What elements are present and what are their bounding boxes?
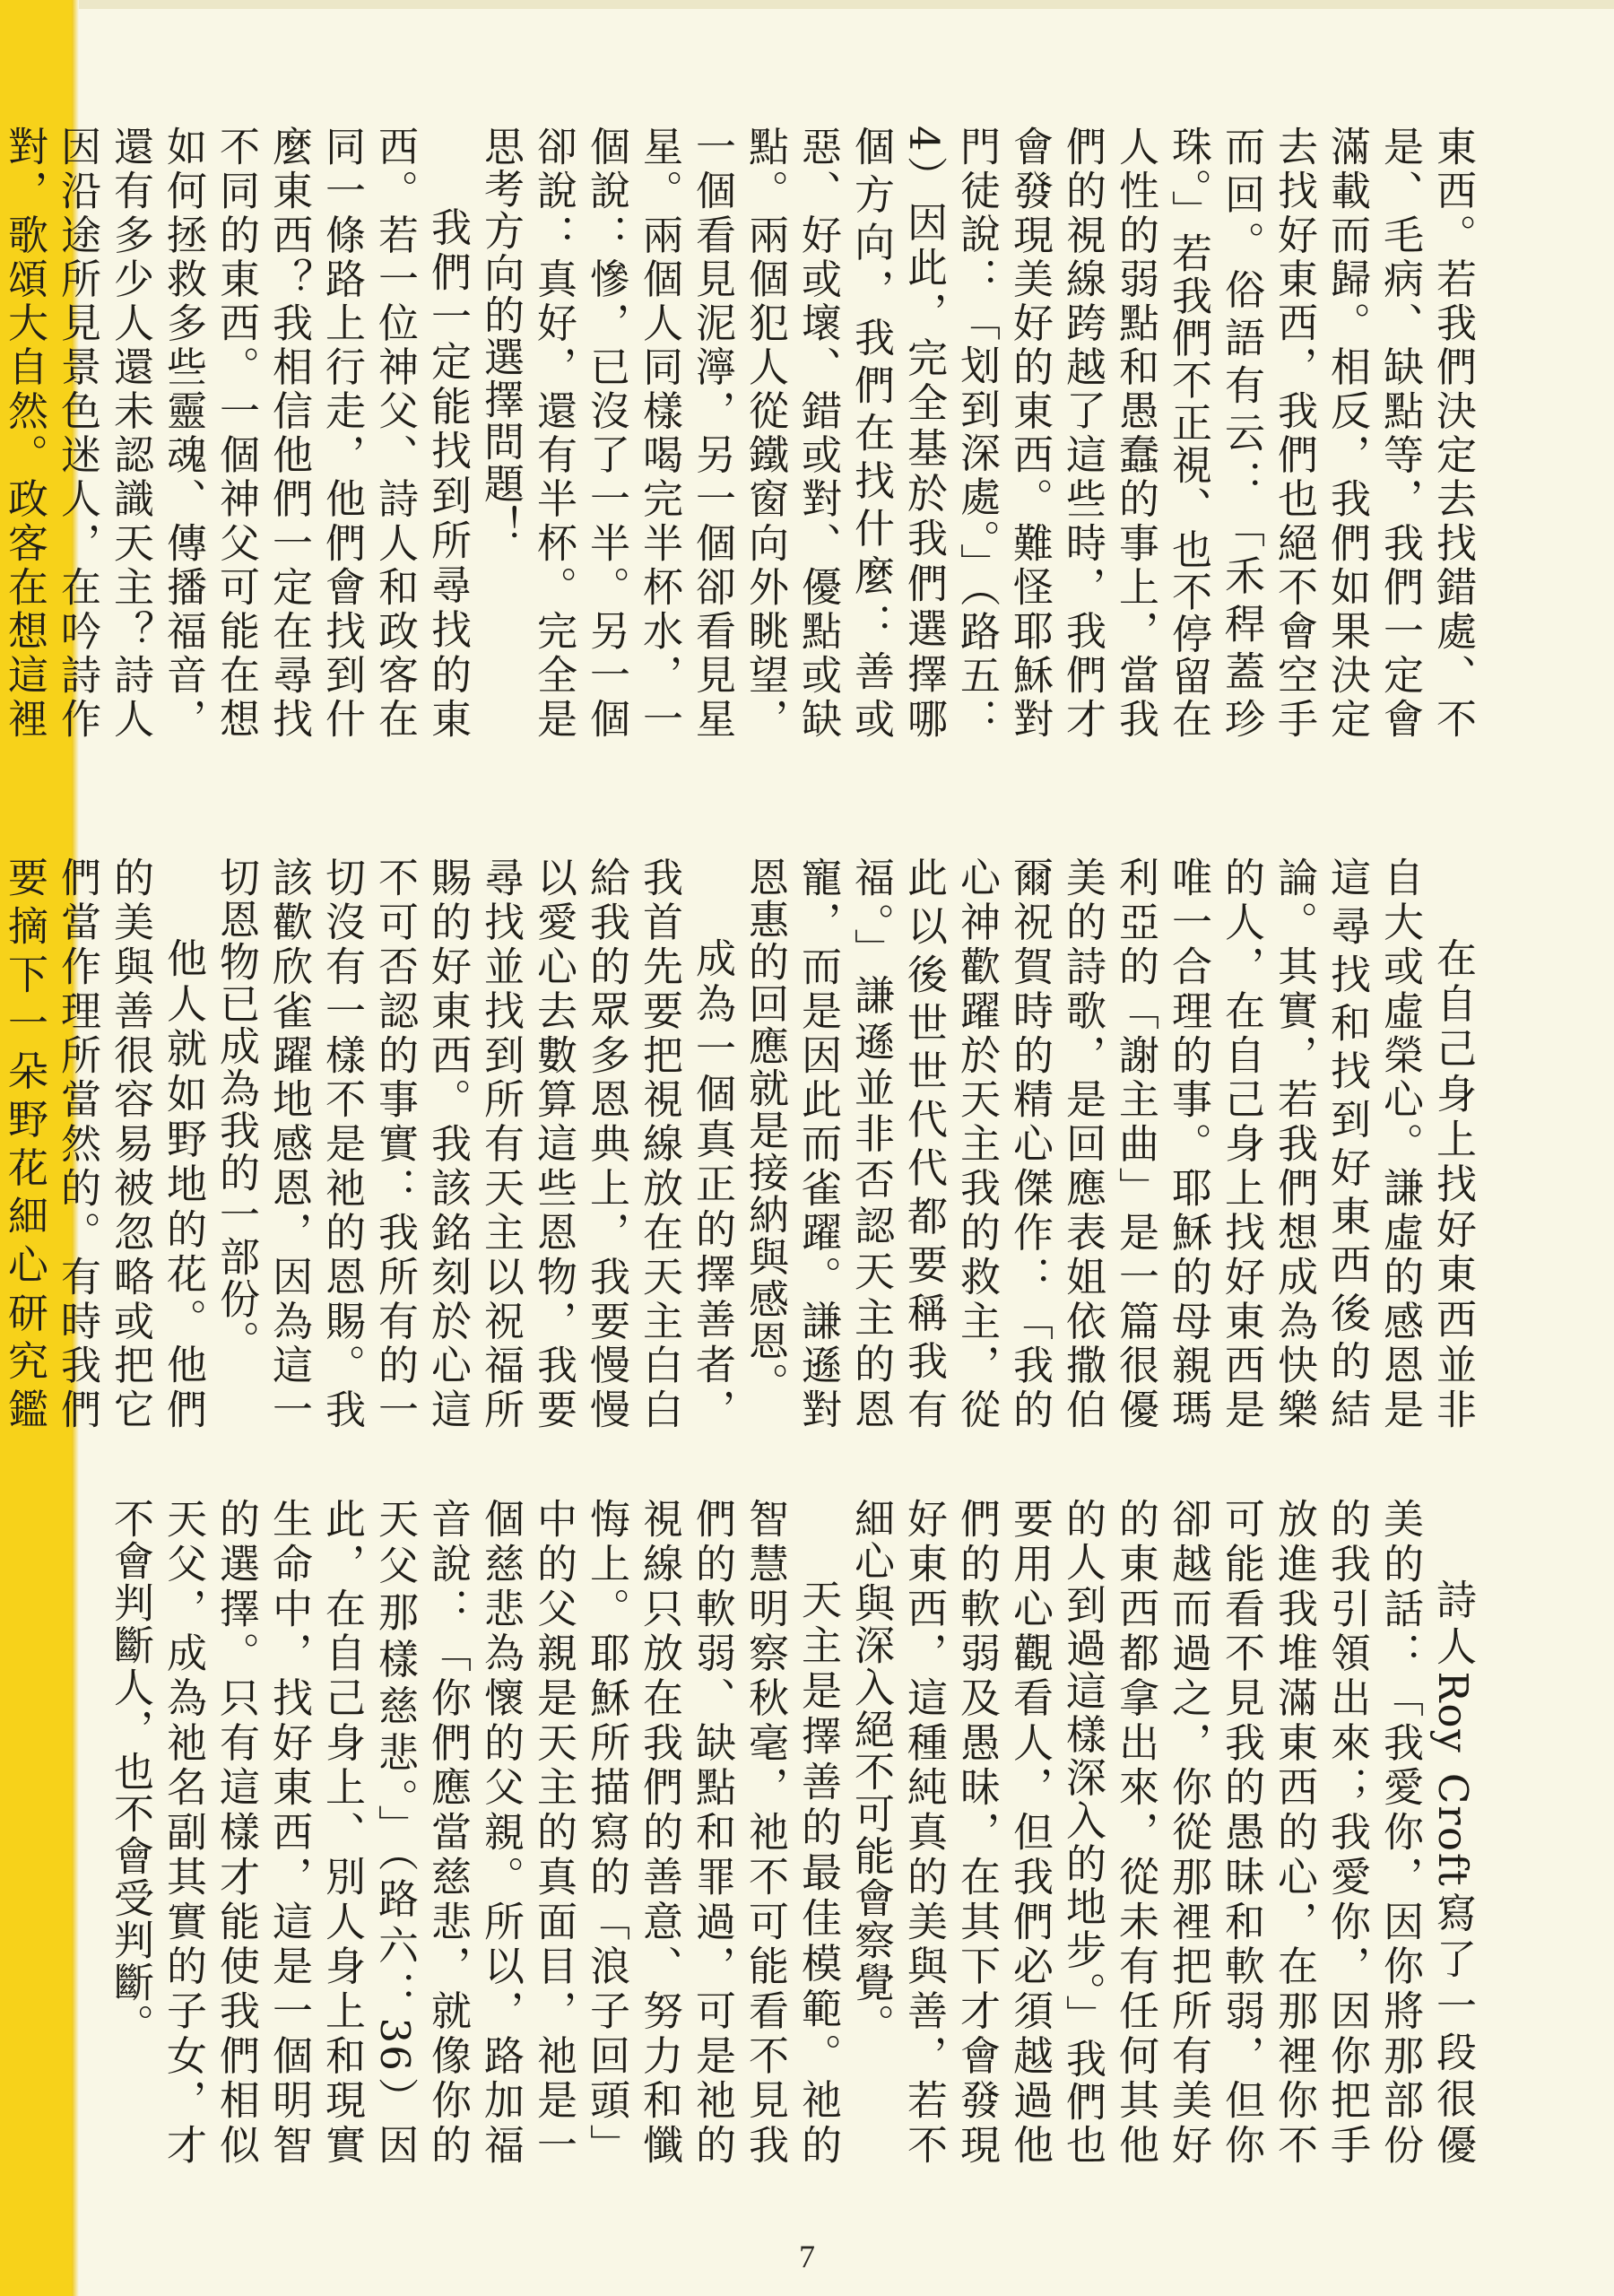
paragraph: 在自己身上找好東西並非自大或虛榮心。謙虛的感恩是這尋找和找到好東西後的結論。其實，若我們想成為快樂的人，在自己身上找好東西是唯一合理的事。耶穌的母親瑪利亞的「謝主曲」是一篇很優美的詩歌，是回應表姐依撒伯爾祝賀時的精心傑作：「我的心神歡躍於天主我的救主，從此以後世世代代都要稱我有福。」謙遜並非否認天主的恩寵，而是因此而雀躍。謙遜對恩惠的回應就是接納與感恩。: [742, 857, 1477, 1431]
paragraph: 東西。若我們決定去找錯處、不是、毛病、缺點等，我們一定會滿載而歸。相反，我們如果決定去找好東西，我們也絕不會空手而回。俗語有云：「禾稈蓋珍珠。」若我們不正視、也不停留在人性的弱點和愚蠢的事上，當我們的視線跨越了這些時，我們才會發現美好的東西。難怪耶穌對門徒說：「划到深處。」（路五：4）因此，完全基於我們選擇哪個方向，我們在找什麼：善或惡、好或壞、錯或對、優點或缺點。兩個犯人從鐵窗向外眺望，一個看見泥濘，另一個卻看見星星。兩個人同樣喝完半杯水，一個說：慘，已沒了一半。另一個卻說：真好，還有半杯。完全是思考方向的選擇問題！: [477, 126, 1477, 740]
page-number: 7: [799, 2239, 815, 2274]
text-band-middle: [1, 857, 1480, 1431]
page-top-edge: [0, 0, 1614, 9]
paragraph: 詩人Roy Croft寫了一段很優美的話：「我愛你，因你將那部份的我引領出來；我愛你，因你把手放進我堆滿東西的心，在那裡你不可能看不見我的愚昧和軟弱，但你卻越而過之，你從那裡把所有美好的東西都拿出來，從未有任何其他的人到過這樣深入的地步。」我們也要用心觀看人，但我們必須越過他們的軟弱及愚昧，在其下才會發現好東西，這種純真的美與善，若不細心與深入絕不可能會察覺。: [847, 1498, 1477, 2166]
paragraph: 他人就如野地的花。他們的美與善很容易被忽略或把它們當作理所當然的。有時我們要摘下一朵野花細心研究鑑: [1, 857, 207, 1431]
text-band-bottom: [107, 1498, 1480, 2166]
paragraph: 成為一個真正的擇善者，我首先要把視線放在天主白白給我的眾多恩典上，我要慢慢以愛心去數算這些恩物，我要尋找並找到所有天主以祝福所賜的好東西。我該銘刻於心這不可否認的事實：我所有的一切沒有一樣不是祂的恩賜。我該歡欣雀躍地感恩，因為這一切恩物已成為我的一部份。: [213, 857, 736, 1431]
paragraph: 天主是擇善的最佳模範。祂的智慧明察秋毫，祂不可能看不見我們的軟弱、缺點和罪過，可是祂的視線只放在我們的善意、努力和懺悔上。耶穌所描寫的「浪子回頭」中的父親是天主的真面目，祂是一個慈悲為懷的父親。所以，路加福音說：「你們應當慈悲，就像你的天父那樣慈悲。」（路六：36）因此，在自己身上、別人身上和現實生命中，找好東西，這是一個明智的選擇。只有這樣才能使我們相似天父，成為祂名副其實的子女，才不會判斷人，也不會受判斷。: [107, 1498, 842, 2166]
text-band-top: [1, 126, 1480, 740]
paragraph: 我們一定能找到所尋找的東西。若一位神父、詩人和政客在同一條路上行走，他們會找到什麼東西？我相信他們一定在尋找不同的東西。一個神父可能在想如何拯救多些靈魂、傳播福音，還有多少人還未認識天主？詩人因沿途所見景色迷人，在吟詩作對，歌頌大自然。政客在想這裡: [1, 126, 472, 740]
